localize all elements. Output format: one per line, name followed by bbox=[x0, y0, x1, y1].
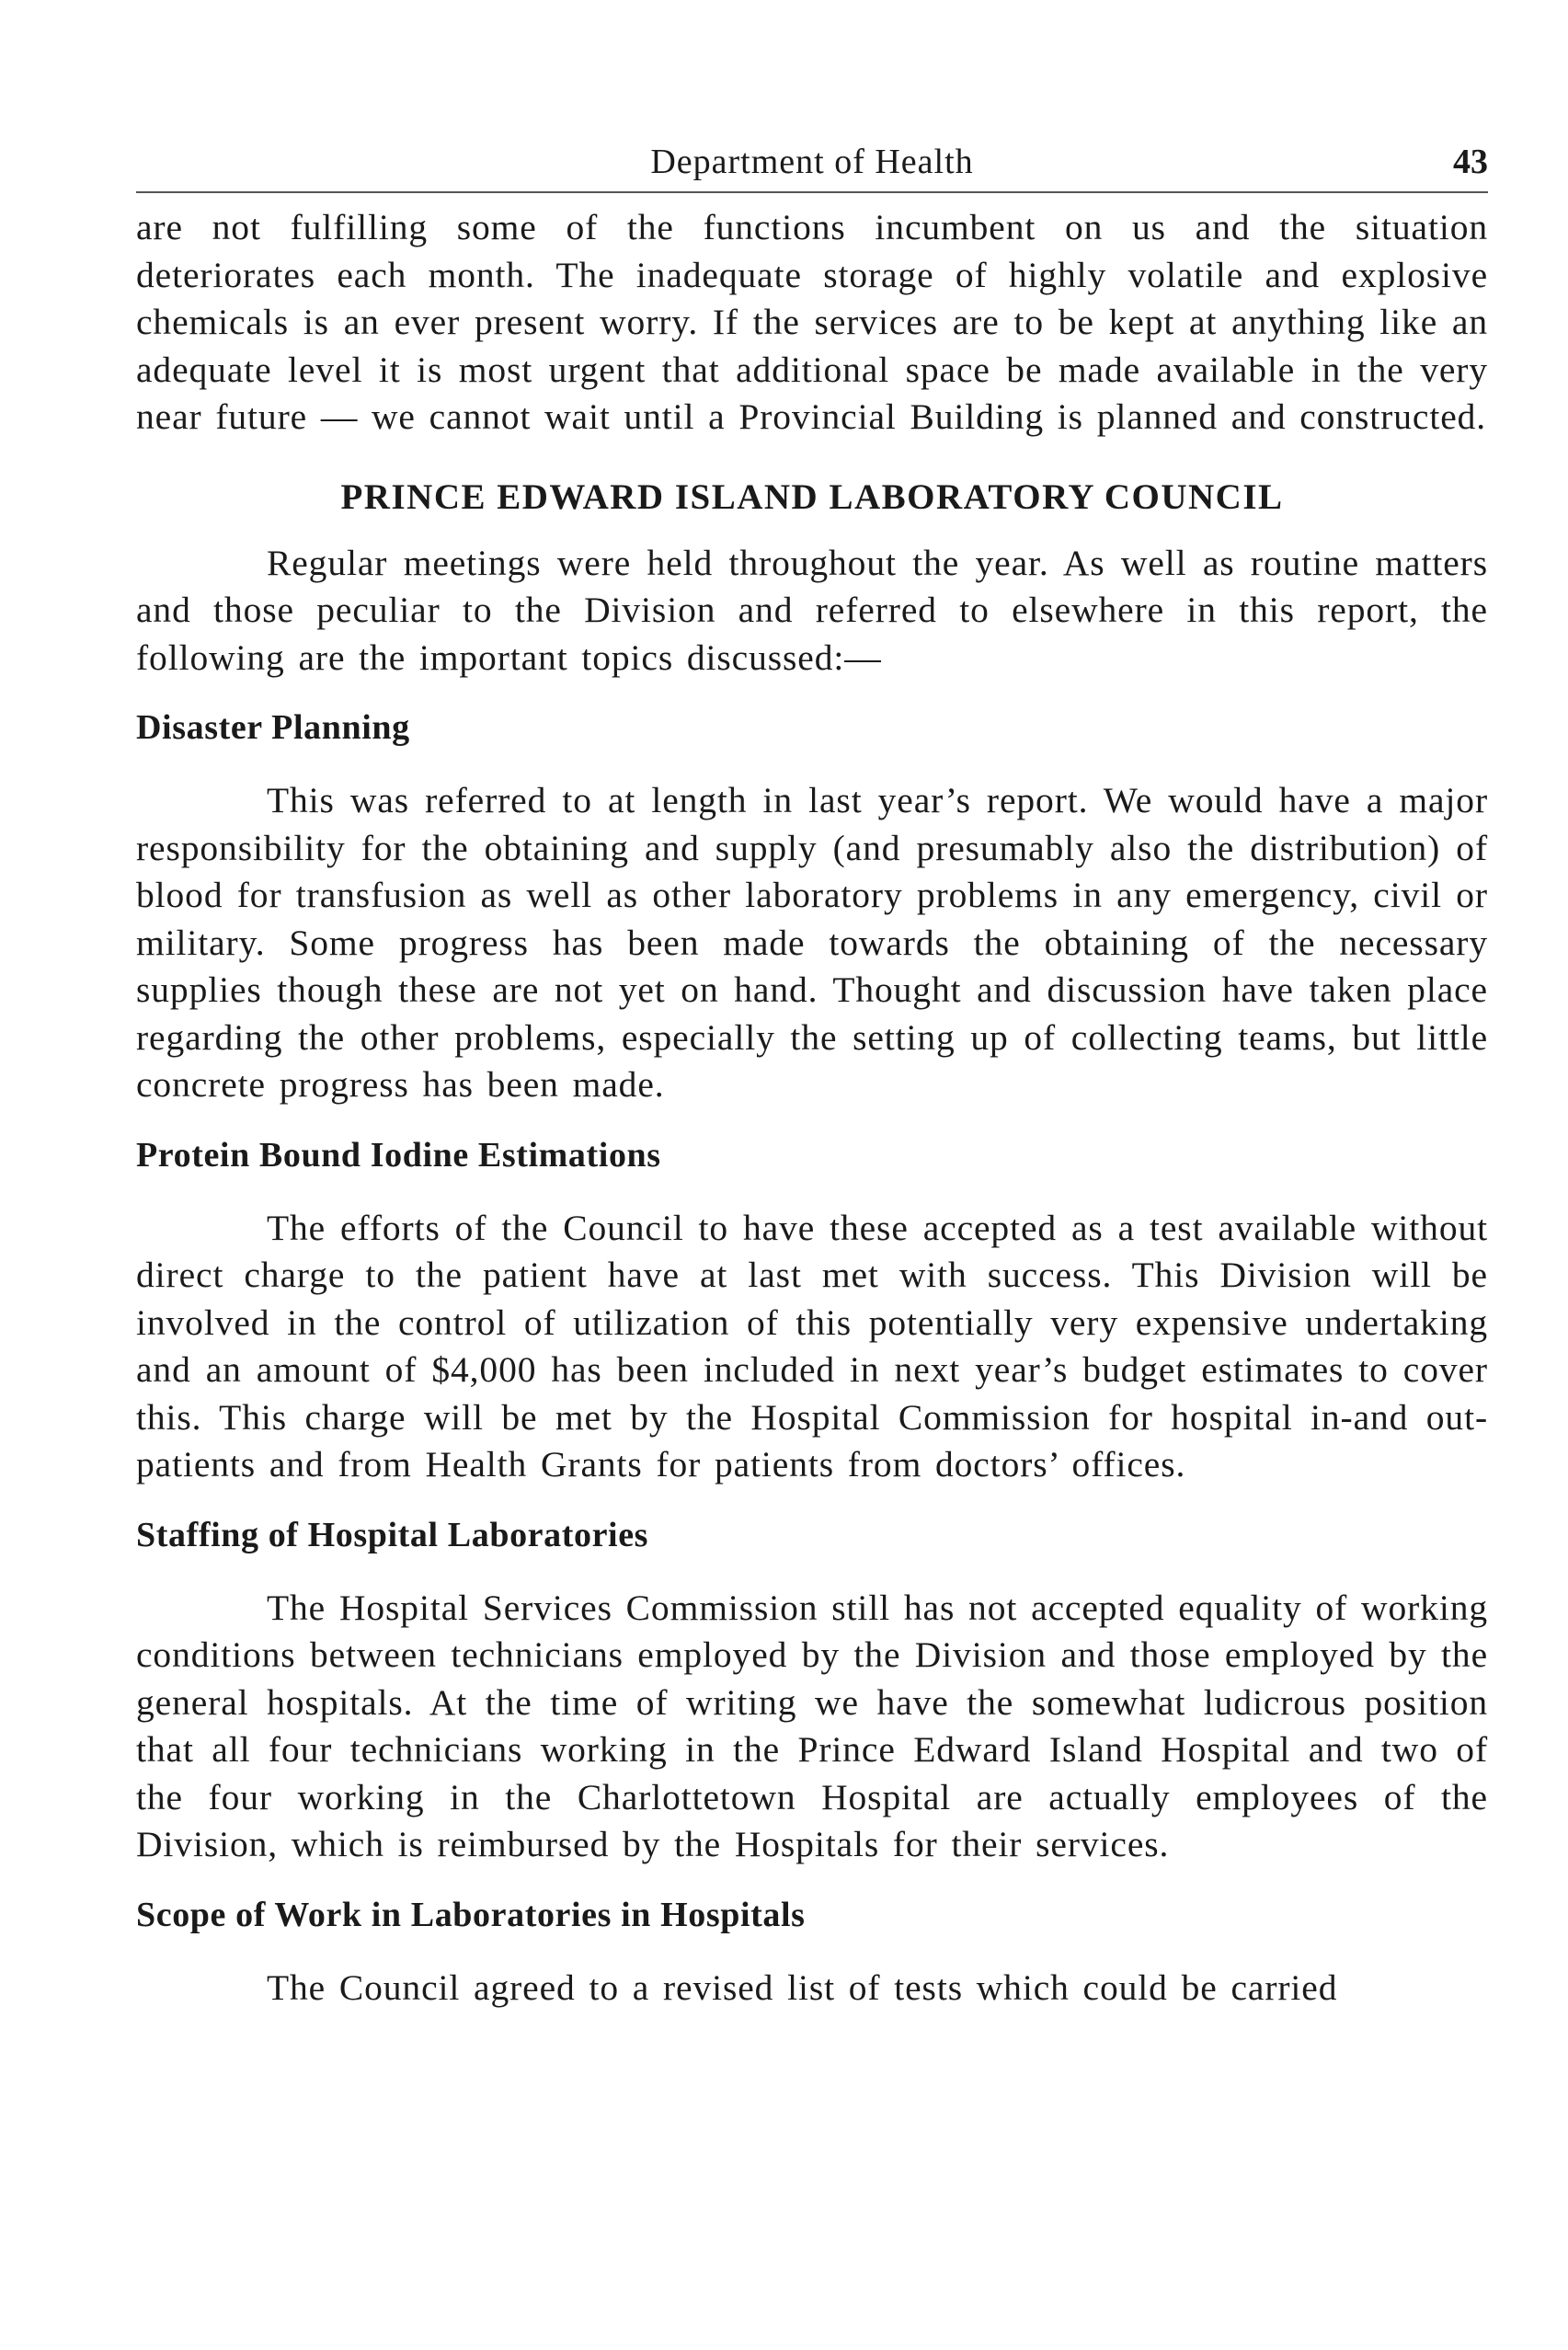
section-paragraph-staffing: The Hospital Services Commission still has not accepted equality of working conditions between technicians employed by the Division and those employed by the general hospitals. At the time of writing we have the somewhat ludicrous position that all four technicians working in the Prince Edward Island Hospital and two of the four working in the Charlottetown Hospital are actually employees of the Division, which is reimbursed by the Hospitals for their services. bbox=[136, 1587, 1488, 1864]
page-number: 43 bbox=[1453, 143, 1488, 181]
section-paragraph-scope-of-work: The Council agreed to a revised list of tests which could be carried bbox=[267, 1966, 1338, 2008]
section-heading-protein-bound-iodine: Protein Bound Iodine Estimations bbox=[136, 1135, 661, 1175]
section-heading-disaster-planning: Disaster Planning bbox=[136, 708, 410, 747]
section-paragraph-protein-bound-iodine: The efforts of the Council to have these accepted as a test available without direct charge to the patient have at last met with success. This Division will be involved in the control of utilization of this potentially very expensive undertaking and an amount of $4,000 has been included in next year’s budget estimates to cover this. This charge will be met by the Hospital Commission for hospital in-and out-patients and from Health Grants for patients from doctors’ offices. bbox=[136, 1207, 1488, 1485]
intro-paragraph: are not fulfilling some of the functions incumbent on us and the situation deteriorates each month. The inadequate storage of highly volatile and explosive chemicals is an ever present worry. If the services are to be kept at anything like an adequate level it is most urgent that additional space be made available in the very near future — we cannot wait until a Provincial Building is planned and constructed. bbox=[136, 207, 1488, 437]
running-header-title: Department of Health bbox=[650, 143, 974, 181]
running-header bbox=[136, 138, 1488, 189]
section-heading-staffing: Staffing of Hospital Laboratories bbox=[136, 1515, 649, 1554]
section-paragraph-disaster-planning: This was referred to at length in last year’s report. We would have a major responsibility for the obtaining and supply (and presumably also the distribution) of blood for transfusion as well as other laboratory problems in any emergency, civil or military. Some progress has been made towards the obtaining of the necessary supplies though these are not yet on hand. Thought and discussion have taken place regarding the other problems, especially the setting up of collecting teams, but little concrete progress has been made. bbox=[136, 780, 1488, 1105]
section-heading-scope-of-work: Scope of Work in Laboratories in Hospitals bbox=[136, 1895, 806, 1934]
council-heading: PRINCE EDWARD ISLAND LABORATORY COUNCIL bbox=[340, 476, 1284, 517]
document-page bbox=[136, 138, 1488, 2012]
council-paragraph: Regular meetings were held throughout the year. As well as routine matters and those peculiar to the Division and referred to elsewhere in this report, the following are the important topics discussed:— bbox=[136, 542, 1488, 678]
header-rule bbox=[136, 191, 1488, 193]
